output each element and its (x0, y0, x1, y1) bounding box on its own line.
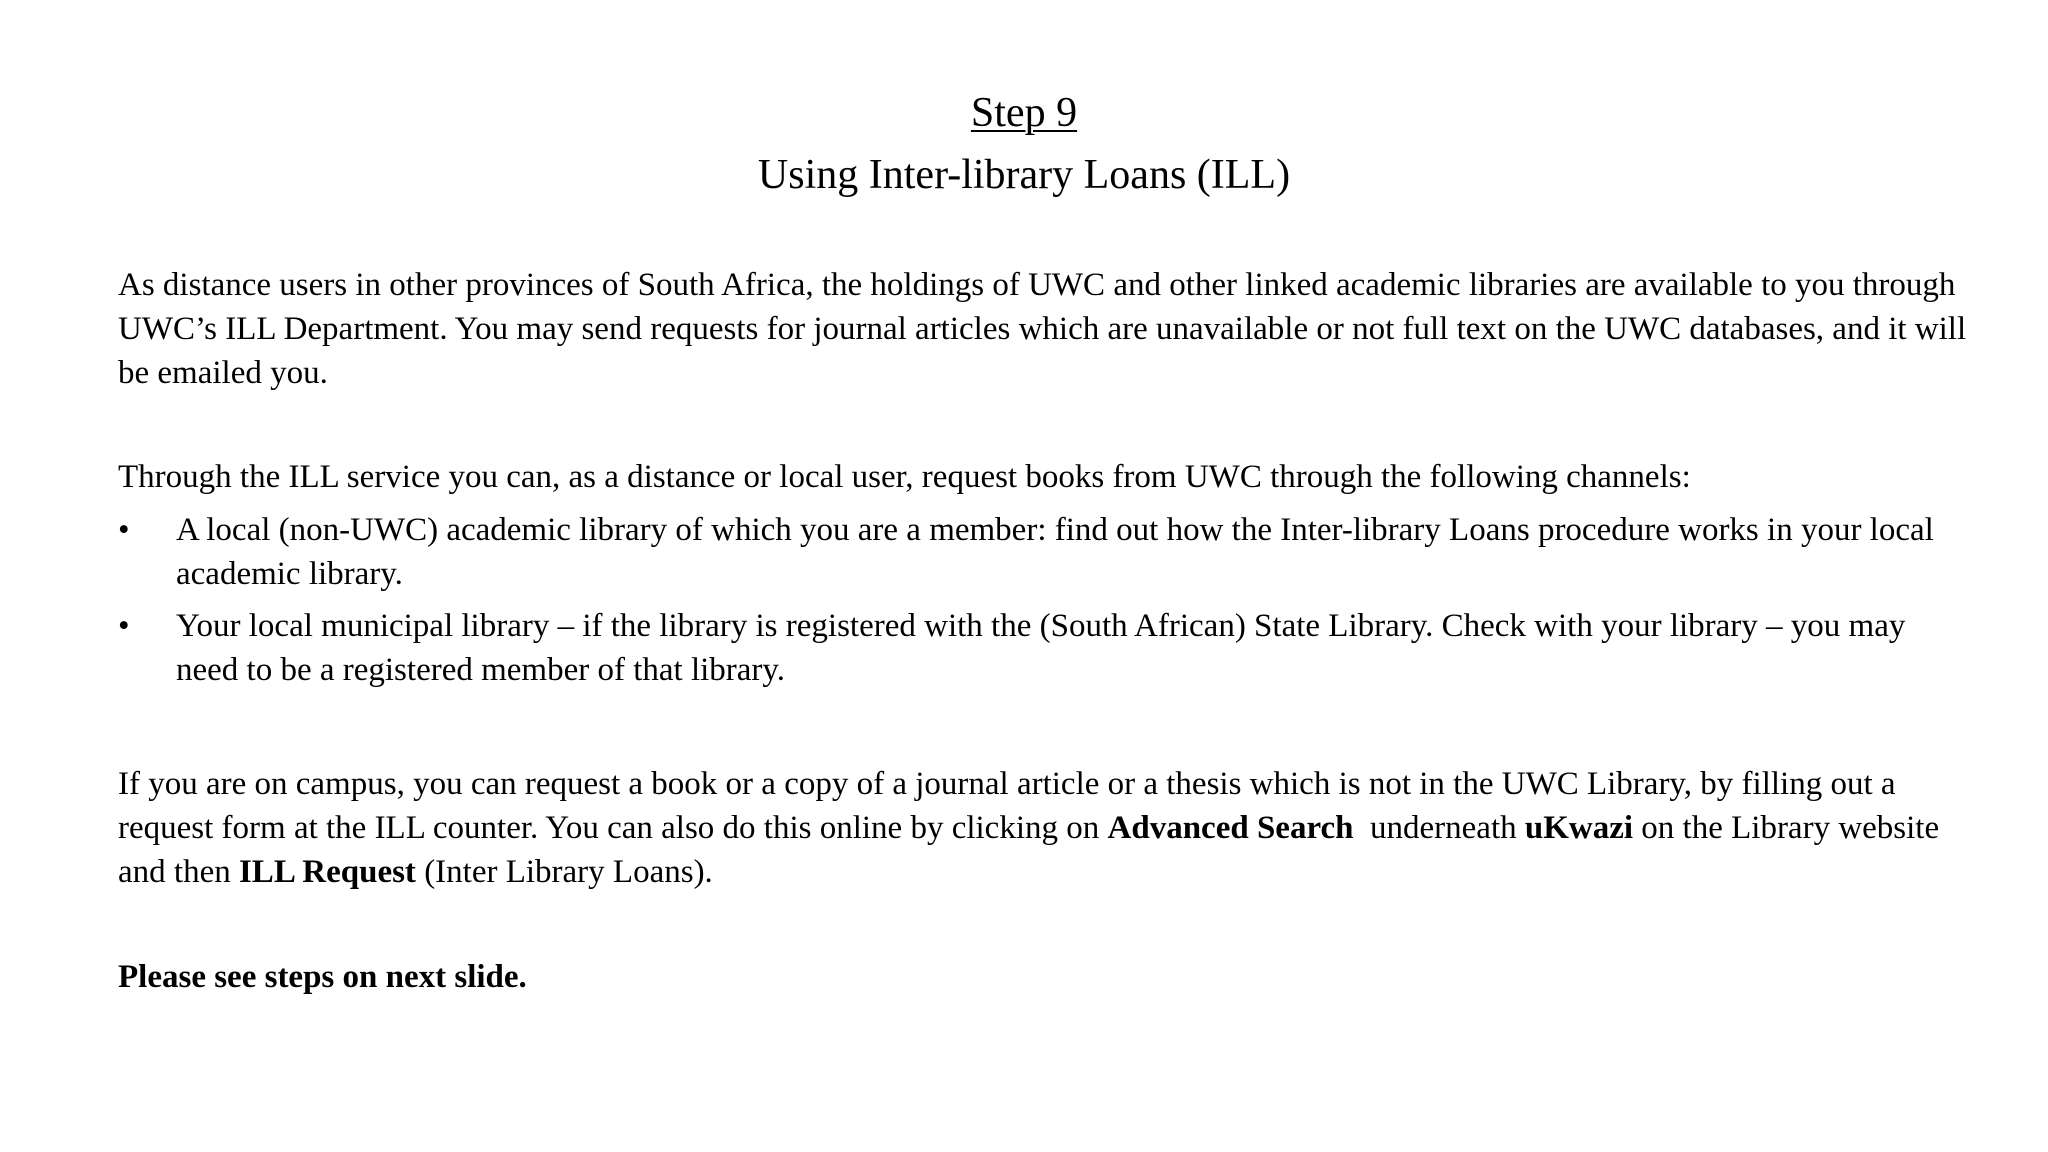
ill-request-term: ILL Request (238, 854, 416, 890)
closing-note: Please see steps on next slide. (118, 959, 527, 995)
campus-text-4: (Inter Library Loans). (415, 854, 713, 890)
intro-paragraph: As distance users in other provinces of South Africa, the holdings of UWC and other linked academic libraries are available to you through UWC’s ILL Department. You may send requests for journal articles which are unavailable or not full text on the UWC databases, and it will be emailed you. (118, 267, 1967, 391)
channels-list (118, 508, 1968, 700)
list-item-text: Your local municipal library – if the library is registered with the (South African) State Library. Check with your library – you may need to be a registered member of that library. (176, 608, 1906, 688)
list-item (118, 604, 1968, 692)
campus-text-1: If you are on campus, you can request a book or a copy of a journal article or a thesis which is not in the UWC Library, by filling out a request form at the ILL counter. You can also do this online by clicking on (118, 766, 1896, 846)
ukwazi-term: uKwazi (1524, 810, 1634, 846)
campus-text-3: on the Library website and then (118, 810, 1940, 890)
bullet-icon: • (118, 608, 130, 644)
list-item-text: A local (non-UWC) academic library of which you are a member: find out how the Inter-library Loans procedure works in your local academic library. (176, 512, 1934, 592)
list-item (118, 508, 1968, 596)
campus-paragraph (118, 762, 1968, 894)
campus-text-2: underneath (1353, 810, 1525, 846)
step-title: Step 9 (970, 90, 1078, 136)
advanced-search-term: Advanced Search (1107, 810, 1354, 846)
channels-paragraph: Through the ILL service you can, as a distance or local user, request books from UWC through the following channels: (118, 459, 1691, 495)
bullet-icon: • (118, 512, 130, 548)
page-title: Using Inter-library Loans (ILL) (757, 152, 1291, 198)
